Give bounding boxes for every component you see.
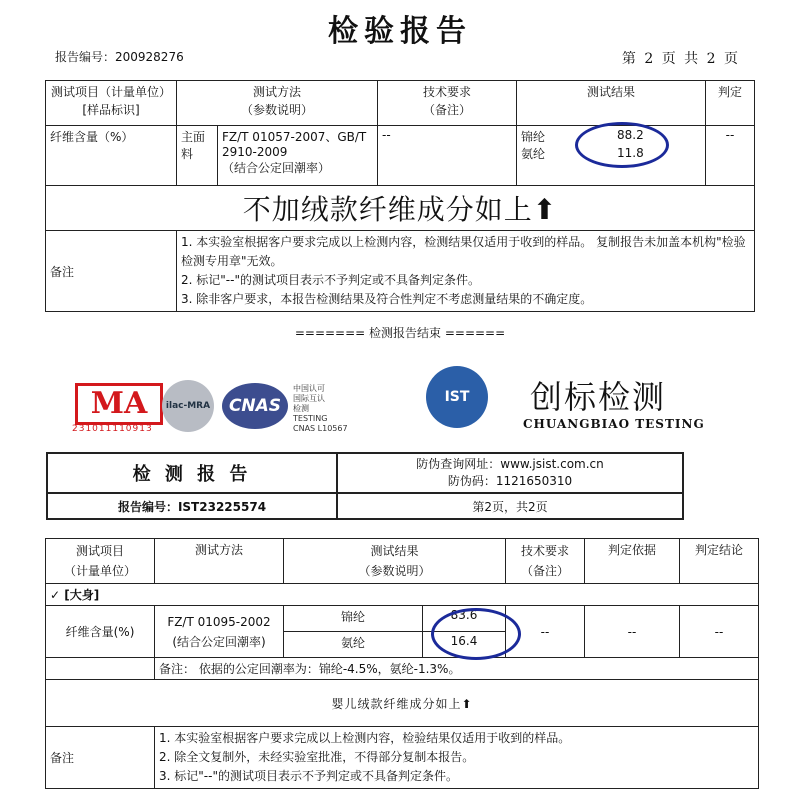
notes2-label: 备注 [46,727,155,789]
col-header-item: 测试项目（计量单位） [样品标识] [46,81,177,126]
verify-info: 防伪查询网址：www.jsist.com.cn 防伪码：1121650310 [337,453,683,493]
judge-cell: -- [706,126,755,186]
company-name-en: CHUANGBIAO TESTING [523,417,705,431]
ist-logo: IST [426,366,488,428]
col2-header-item: 测试项目 （计量单位） [46,539,155,584]
method-cell: FZ/T 01057-2007、GB/T 2910-2009 （结合公定回潮率） [218,126,378,186]
company-name-cn: 创标检测 [530,378,667,416]
cnas-text: 中国认可 国际互认 检测 TESTING CNAS L10567 [293,384,348,433]
fiber1-cell: 锦纶 [284,606,423,632]
col-header-tech: 技术要求 （备注） [378,81,517,126]
note2-3: 3. 标记"--"的测试项目表示不予判定或不具备判定条件。 [159,769,458,783]
tech2-cell: -- [506,606,585,658]
report2-header-table [46,452,684,520]
page-number: 第 2 页 共 2 页 [621,51,740,67]
item2-cell: 纤维含量(%) [46,606,155,658]
note2-1: 1. 本实验室根据客户要求完成以上检测内容，检验结果仅适用于收到的样品。 [159,731,571,745]
col2-header-tech: 技术要求 （备注） [506,539,585,584]
notes2-cell [155,727,759,789]
col-header-method: 测试方法 （参数说明） [177,81,378,126]
basis2-cell: -- [585,606,680,658]
highlight-circle-2 [431,608,521,660]
report1-table [45,80,755,312]
remark-cell: 备注： 依据的公定回潮率为：锦纶-4.5%，氨纶-1.3%。 [155,658,759,680]
report-end-line: ======= 检测报告结束 ====== [294,326,506,340]
tech-cell: -- [378,126,517,186]
cnas-logo: CNAS [222,383,288,429]
col-header-result: 测试结果 [517,81,706,126]
col2-header-conclusion: 判定结论 [680,539,759,584]
col2-header-basis: 判定依据 [585,539,680,584]
fiber2-cell: 氨纶 [284,632,423,658]
method2-cell: FZ/T 01095-2002 (结合公定回潮率) [155,606,284,658]
cma-logo: MA [75,383,163,425]
report2-page: 第2页，共2页 [337,493,683,519]
notes-label: 备注 [46,231,177,312]
val1-cell: 83.6 [423,606,506,632]
note2-2: 2. 除全文复制外，未经实验室批准，不得部分复制本报告。 [159,750,475,764]
report-number: 报告编号：200928276 [55,50,184,64]
note-3: 3. 除非客户要求，本报告检测结果及符合性判定不考虑测量结果的不确定度。 [181,292,593,306]
report2-table [45,538,759,789]
banner2-text: 婴儿绒款纤维成分如上⬆ [46,680,759,727]
conclusion2-cell: -- [680,606,759,658]
cma-number: 231011110913 [72,424,153,434]
col2-header-result: 测试结果 （参数说明） [284,539,506,584]
col-header-judge: 判定 [706,81,755,126]
report-title: 检验报告 [328,14,472,49]
banner-text: 不加绒款纤维成分如上⬆ [46,186,755,231]
part-cell: 主面料 [177,126,218,186]
section-label: ✓ [大身] [46,584,759,606]
highlight-circle [575,122,669,168]
report2-number: 报告编号：IST23225574 [47,493,337,519]
note-2: 2. 标记"--"的测试项目表示不予判定或不具备判定条件。 [181,273,480,287]
col2-header-method: 测试方法 [155,539,284,584]
item-cell: 纤维含量（%） [46,126,177,186]
note-1: 1. 本实验室根据客户要求完成以上检测内容，检测结果仅适用于收到的样品。 复制报告未加盖本机构"检验检测专用章"无效。 [181,235,746,268]
result-cell: 锦纶 88.2 氨纶 11.8 [517,126,706,186]
report2-title: 检 测 报 告 [47,453,337,493]
notes-cell [177,231,755,312]
val2-cell: 16.4 [423,632,506,658]
ilac-mra-logo: ilac-MRA [162,380,214,432]
